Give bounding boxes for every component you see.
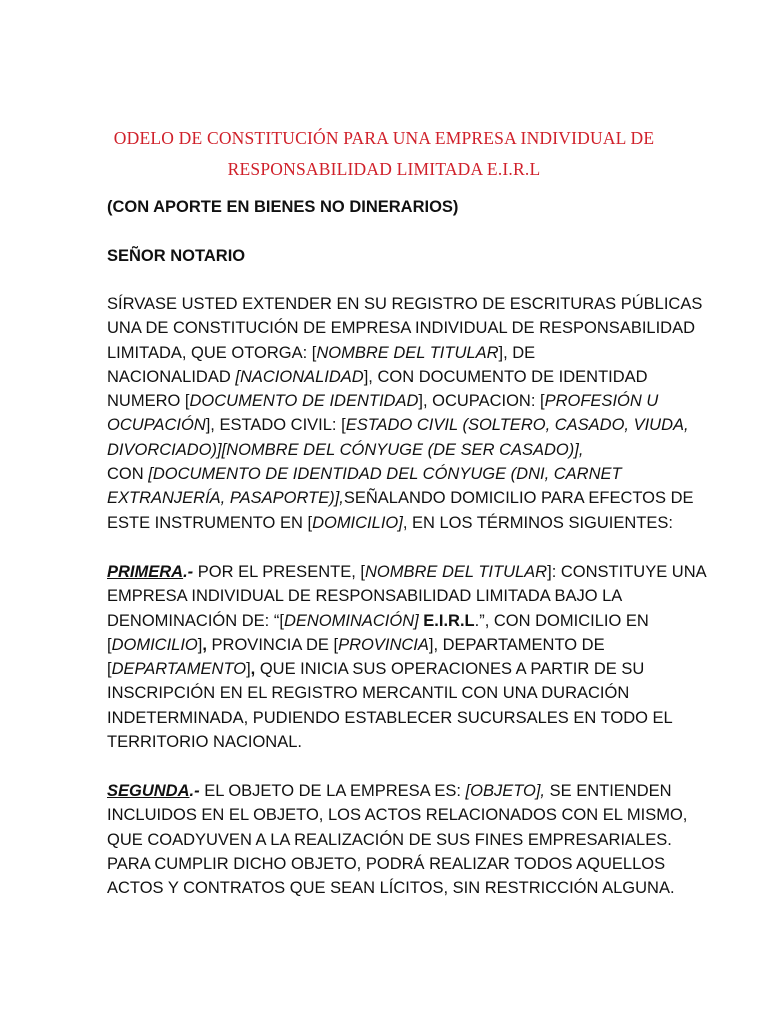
document-title-line-2: RESPONSABILIDAD LIMITADA E.I.R.L (227, 159, 541, 179)
intro-line: NACIONALIDAD [NACIONALIDAD], CON DOCUMENTO DE IDENTIDAD (107, 367, 648, 386)
salutation: SEÑOR NOTARIO (107, 247, 246, 265)
intro-line: DIVORCIADO)][NOMBRE DEL CÓNYUGE (DE SER CASADO)], (107, 440, 584, 459)
intro-line: LIMITADA, QUE OTORGA: [NOMBRE DEL TITULAR], DE (107, 343, 536, 362)
intro-line: SÍRVASE USTED EXTENDER EN SU REGISTRO DE ESCRITURAS PÚBLICAS (107, 295, 703, 313)
intro-line: OCUPACIÓN], ESTADO CIVIL: [ESTADO CIVIL (SOLTERO, CASADO, VIUDA, (107, 416, 689, 435)
clause-label-primera: PRIMERA (107, 563, 184, 581)
clause-line: [DOMICILIO], PROVINCIA DE [PROVINCIA], DEPARTAMENTO DE (107, 635, 605, 654)
document-title (60, 123, 708, 185)
document-title-line-1: ODELO DE CONSTITUCIÓN PARA UNA EMPRESA INDIVIDUAL DE (113, 128, 655, 148)
intro-line: ESTE INSTRUMENTO EN [DOMICILIO], EN LOS TÉRMINOS SIGUIENTES: (107, 513, 673, 532)
document-subtitle: (CON APORTE EN BIENES NO DINERARIOS) (107, 198, 459, 216)
clause-line: INCLUIDOS EN EL OBJETO, LOS ACTOS RELACIONADOS CON EL MISMO, (107, 806, 688, 825)
clause-line: [DEPARTAMENTO], QUE INICIA SUS OPERACIONES A PARTIR DE SU (107, 660, 645, 679)
intro-line: EXTRANJERÍA, PASAPORTE)],SEÑALANDO DOMICILIO PARA EFECTOS DE (107, 489, 694, 508)
intro-line: UNA DE CONSTITUCIÓN DE EMPRESA INDIVIDUAL DE RESPONSABILIDAD (107, 319, 696, 338)
clause-line: PRIMERA.- POR EL PRESENTE, [NOMBRE DEL TITULAR]: CONSTITUYE UNA (107, 563, 707, 581)
clause-label-segunda: SEGUNDA (107, 782, 190, 800)
clause-line: TERRITORIO NACIONAL. (107, 733, 302, 752)
clause-segunda (107, 779, 688, 900)
clause-line: SEGUNDA.- EL OBJETO DE LA EMPRESA ES: [OBJETO], SE ENTIENDEN (107, 782, 672, 800)
clause-line: INSCRIPCIÓN EN EL REGISTRO MERCANTIL CON UNA DURACIÓN (107, 684, 630, 703)
clause-primera (107, 560, 707, 754)
clause-line: QUE COADYUVEN A LA REALIZACIÓN DE SUS FINES EMPRESARIALES. (107, 830, 672, 849)
clause-line: DENOMINACIÓN DE: “[DENOMINACIÓN] E.I.R.L.”, CON DOMICILIO EN (107, 611, 649, 630)
intro-paragraph (107, 292, 703, 535)
intro-line: NUMERO [DOCUMENTO DE IDENTIDAD], OCUPACION: [PROFESIÓN U (107, 392, 659, 411)
clause-line: EMPRESA INDIVIDUAL DE RESPONSABILIDAD LIMITADA BAJO LA (107, 587, 623, 606)
clause-line: PARA CUMPLIR DICHO OBJETO, PODRÁ REALIZAR TODOS AQUELLOS (107, 854, 666, 873)
clause-line: ACTOS Y CONTRATOS QUE SEAN LÍCITOS, SIN RESTRICCIÓN ALGUNA. (107, 879, 675, 898)
clause-line: INDETERMINADA, PUDIENDO ESTABLECER SUCURSALES EN TODO EL (107, 708, 673, 727)
intro-line: CON [DOCUMENTO DE IDENTIDAD DEL CÓNYUGE (DNI, CARNET (107, 465, 622, 484)
